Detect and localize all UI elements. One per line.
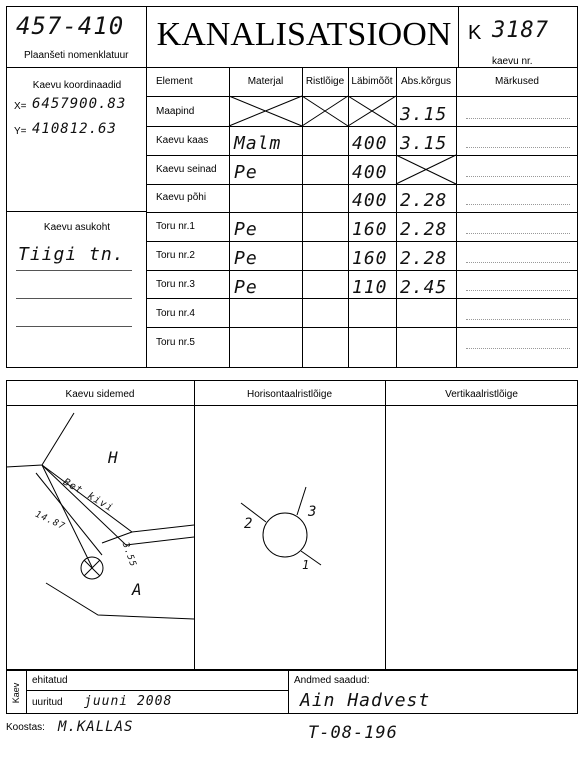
- row-element: Toru nr.5: [156, 337, 195, 348]
- col-elevation: Abs.kõrgus: [400, 76, 452, 87]
- well-number: 3187: [492, 18, 549, 43]
- row-element: Toru nr.3: [156, 279, 195, 290]
- row-element: Kaevu seinad: [156, 164, 217, 175]
- surveyed-value: juuni 2008: [84, 694, 173, 709]
- row-diameter: 110: [352, 277, 388, 298]
- sketch-dim-2: 3.55: [119, 541, 138, 569]
- row-element: Toru nr.4: [156, 308, 195, 319]
- y-label: Y=: [14, 126, 27, 137]
- row-elevation: 2.45: [400, 277, 448, 298]
- reference-number: T-08-196: [308, 723, 398, 743]
- row-diameter: 400: [352, 190, 388, 211]
- row-material: Pe: [234, 248, 258, 269]
- sheet-code: 457-410: [16, 12, 125, 40]
- horizontal-title: Horisontaalristlõige: [246, 389, 333, 400]
- pipe-label-3: 3: [308, 504, 318, 520]
- crossed-cells: [0, 0, 584, 368]
- surveyed-label: uuritud: [32, 697, 63, 708]
- row-element: Maapind: [156, 106, 195, 117]
- row-diameter: 160: [352, 248, 388, 269]
- horizontal-section: [194, 405, 385, 670]
- row-material: Pe: [234, 162, 258, 183]
- sketch-label-street: Bet kivi: [61, 476, 116, 515]
- sketch-label-a: A: [132, 580, 143, 599]
- sketch-label-h: H: [108, 448, 119, 467]
- row-diameter: 160: [352, 219, 388, 240]
- row-diameter: 400: [352, 162, 388, 183]
- well-prefix: K: [468, 22, 482, 44]
- pipe-label-1: 1: [302, 558, 311, 572]
- kaev-label: Kaev: [11, 682, 21, 704]
- row-elevation: 3.15: [400, 133, 448, 154]
- ties-sketch: [6, 405, 194, 670]
- col-section: Ristlõige: [305, 76, 345, 87]
- compiled-value: M.KALLAS: [58, 719, 134, 735]
- row-element: Kaevu põhi: [156, 192, 207, 203]
- row-element: Kaevu kaas: [156, 135, 209, 146]
- col-notes: Märkused: [495, 76, 539, 87]
- row-elevation: 2.28: [400, 190, 448, 211]
- row-material: Malm: [234, 133, 282, 154]
- data-from-label: Andmed saadud:: [294, 675, 370, 686]
- row-elevation: 2.28: [400, 219, 448, 240]
- page-title: KANALISATSIOON: [156, 16, 452, 53]
- ties-title: Kaevu sidemed: [65, 389, 135, 400]
- col-diameter: Läbimõõt: [351, 76, 393, 87]
- row-element: Toru nr.1: [156, 221, 195, 232]
- row-element: Toru nr.2: [156, 250, 195, 261]
- row-elevation: 2.28: [400, 248, 448, 269]
- signature: Ain Hadvest: [300, 690, 431, 711]
- sketch-dim-1: 14.87: [33, 509, 67, 533]
- col-element: Element: [156, 76, 193, 87]
- coords-label: Kaevu koordinaadid: [32, 80, 122, 91]
- pipe-label-2: 2: [244, 516, 254, 532]
- sheet-label: Plaanšeti nomenklatuur: [24, 50, 129, 61]
- col-material: Materjal: [247, 76, 284, 87]
- row-material: Pe: [234, 219, 258, 240]
- row-diameter: 400: [352, 133, 388, 154]
- x-value: 6457900.83: [32, 96, 127, 112]
- x-label: X=: [14, 101, 27, 112]
- y-value: 410812.63: [32, 121, 117, 137]
- built-label: ehitatud: [32, 675, 68, 686]
- row-material: Pe: [234, 277, 258, 298]
- compiled-label: Koostas:: [6, 722, 45, 733]
- location-value: Tiigi tn.: [18, 244, 125, 265]
- vertical-title: Vertikaalristlõige: [445, 389, 518, 400]
- row-elevation: 3.15: [400, 104, 448, 125]
- well-label: kaevu nr.: [492, 56, 533, 67]
- location-label: Kaevu asukoht: [43, 222, 111, 233]
